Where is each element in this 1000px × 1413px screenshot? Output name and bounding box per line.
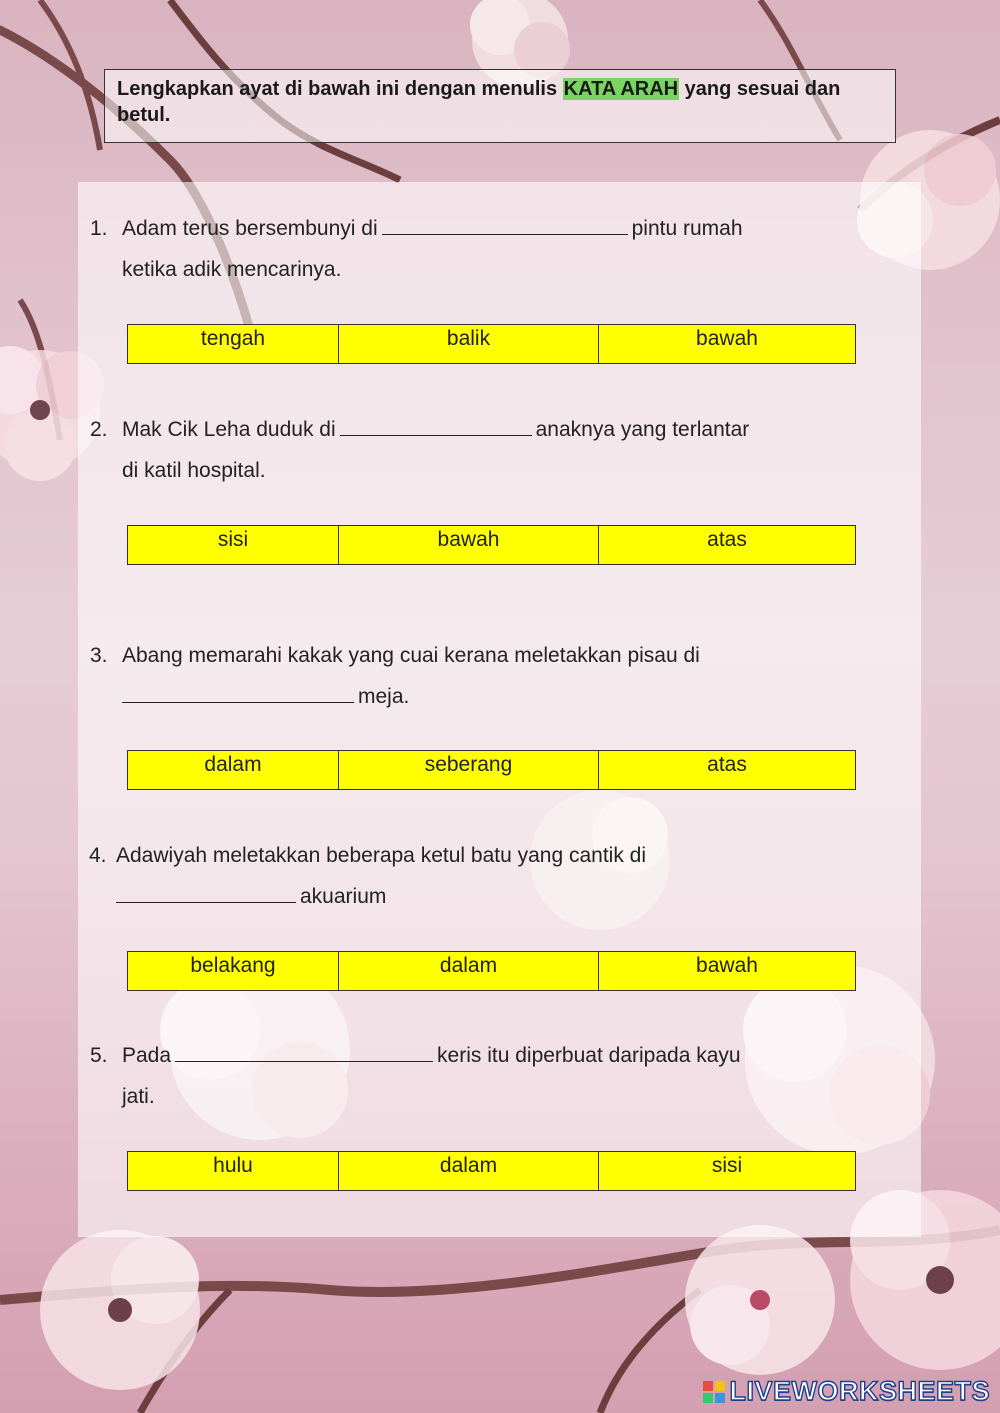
question-4 [89,835,646,917]
answer-blank[interactable] [116,884,296,903]
question-text: Pada [122,1044,172,1067]
question-text: anaknya yang terlantar [535,418,750,441]
question-text-line2: akuarium [300,885,387,908]
question-5 [90,1035,741,1117]
instruction-text-before: Lengkapkan ayat di bawah ini dengan menulis [117,78,558,100]
question-number: 1. [90,217,108,240]
option-cell[interactable]: atas [707,753,747,776]
option-cell[interactable]: belakang [128,952,339,990]
option-cell[interactable]: sisi [711,1154,743,1177]
question-text: Mak Cik Leha duduk di [122,418,336,441]
question-1 [90,208,743,290]
question-text: Adawiyah meletakkan beberapa ketul batu yang cantik di [116,844,647,867]
option-cell[interactable]: tengah [128,325,339,363]
question-text: keris itu diperbuat daripada kayu [437,1044,741,1067]
question-text-line2: di katil hospital. [122,459,266,482]
option-cell[interactable]: bawah [696,954,758,977]
answer-blank[interactable] [382,216,628,235]
logo-square [703,1393,713,1403]
option-cell[interactable]: bawah [339,526,599,564]
question-number: 4. [89,844,107,867]
question-text-line2: jati. [122,1085,155,1108]
instruction-text-after: yang sesuai dan betul. [117,78,841,126]
instruction-box [104,69,896,143]
question-3 [90,635,700,717]
question-text: Adam terus bersembunyi di [122,217,378,240]
logo-square [715,1381,725,1391]
logo-square [715,1393,725,1403]
option-cell[interactable]: atas [707,528,747,551]
logo-icon [703,1381,725,1403]
question-text: pintu rumah [631,217,743,240]
question-text: Abang memarahi kakak yang cuai kerana meletakkan pisau di [122,644,700,667]
question-number: 5. [90,1044,108,1067]
answer-blank[interactable] [175,1043,433,1062]
question-2 [90,409,749,491]
option-cell[interactable]: hulu [128,1152,339,1190]
question-text-line2: ketika adik mencarinya. [122,258,342,281]
question-number: 3. [90,644,108,667]
option-cell[interactable]: dalam [128,751,339,789]
options-row-2 [127,525,856,565]
options-row-1 [127,324,856,364]
options-row-5 [127,1151,856,1191]
instruction-highlight: KATA ARAH [563,78,679,100]
question-text-line2: meja. [358,685,410,708]
question-number: 2. [90,418,108,441]
option-cell[interactable]: dalam [339,1152,599,1190]
answer-blank[interactable] [122,684,354,703]
option-cell[interactable]: balik [339,325,599,363]
liveworksheets-logo[interactable] [703,1376,990,1407]
option-cell[interactable]: sisi [128,526,339,564]
option-cell[interactable]: bawah [696,327,758,350]
logo-text: LIVEWORKSHEETS [729,1376,990,1406]
logo-square [703,1381,713,1391]
option-cell[interactable]: seberang [339,751,599,789]
option-cell[interactable]: dalam [339,952,599,990]
options-row-4 [127,951,856,991]
options-row-3 [127,750,856,790]
answer-blank[interactable] [340,417,532,436]
